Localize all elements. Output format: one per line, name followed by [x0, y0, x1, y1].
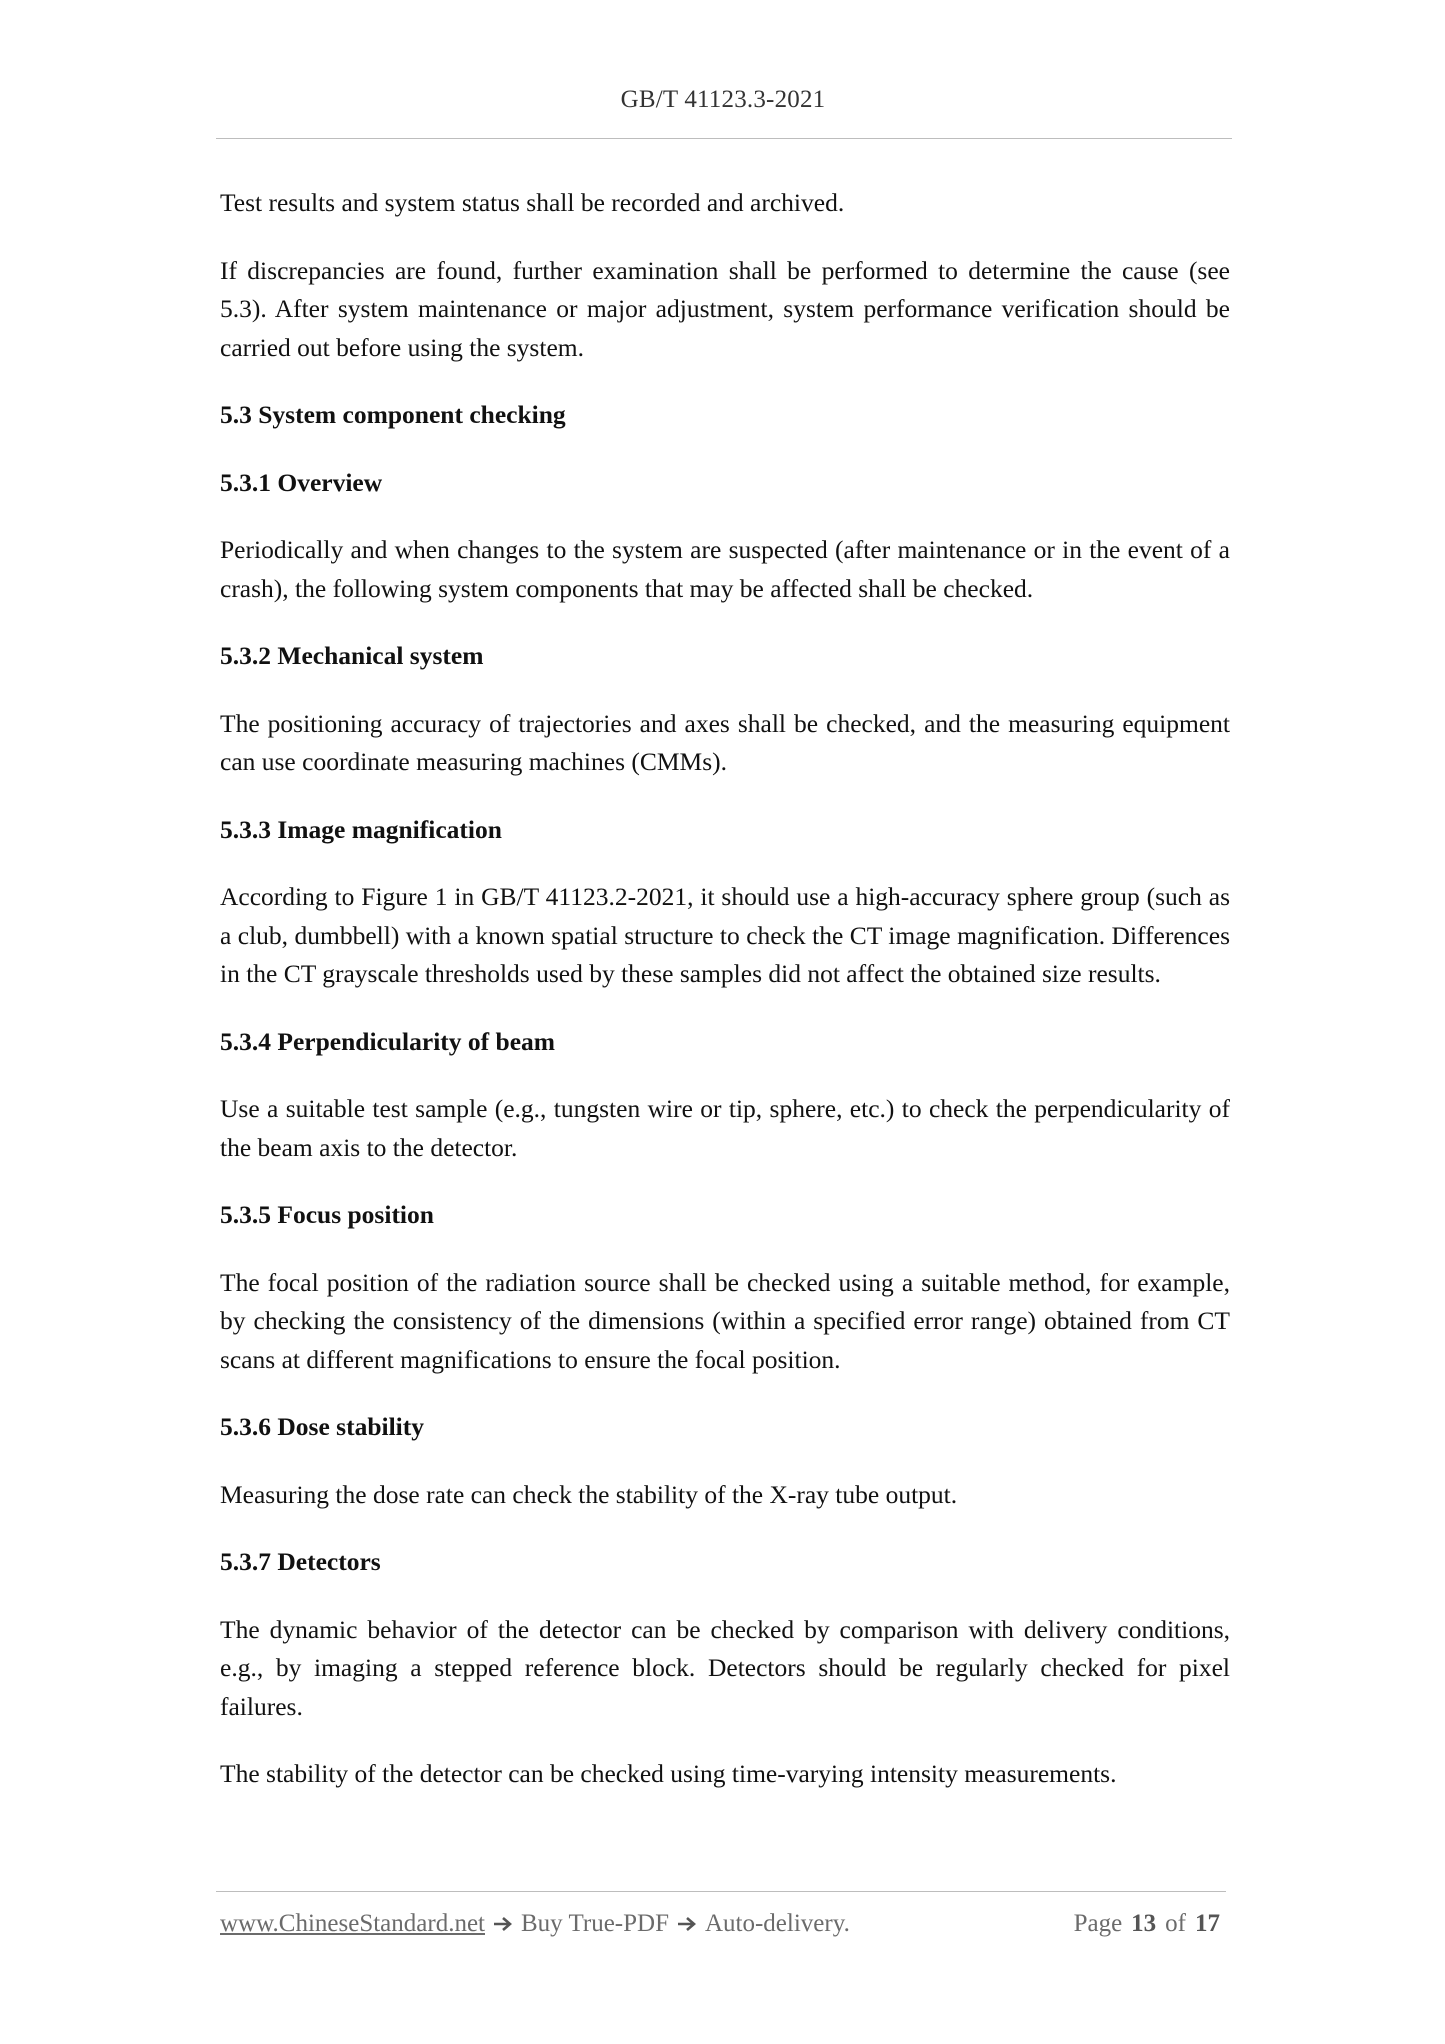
section-heading-5-3-7: 5.3.7 Detectors — [220, 1547, 381, 1576]
page-footer — [220, 1910, 1226, 1938]
page-indicator — [1074, 1910, 1226, 1938]
buy-true-pdf-text: Buy True-PDF — [521, 1910, 669, 1937]
website-link[interactable]: www.ChineseStandard.net — [220, 1910, 485, 1937]
paragraph: Test results and system status shall be recorded and archived. — [220, 188, 845, 217]
paragraph: Use a suitable test sample (e.g., tungsten wire or tip, sphere, etc.) to check the perpendicularity of the beam axis to the detector. — [220, 1094, 1230, 1162]
page-header-title: GB/T 41123.3-2021 — [620, 86, 826, 113]
section-heading-5-3-6: 5.3.6 Dose stability — [220, 1412, 424, 1441]
current-page-number: 13 — [1131, 1910, 1157, 1937]
section-heading-5-3-2: 5.3.2 Mechanical system — [220, 641, 484, 670]
header-divider — [216, 138, 1232, 139]
paragraph: If discrepancies are found, further examination shall be performed to determine the cause (see 5.3). After system maintenance or major adjustment, system performance verification should be carried out before using the system. — [220, 255, 1230, 362]
right-arrow-icon — [677, 1911, 697, 1927]
section-heading-5-3-5: 5.3.5 Focus position — [220, 1200, 434, 1229]
paragraph: The stability of the detector can be checked using time-varying intensity measurements. — [220, 1759, 1117, 1788]
total-pages-number: 17 — [1195, 1910, 1220, 1937]
of-label: of — [1165, 1910, 1186, 1937]
paragraph: The dynamic behavior of the detector can be checked by comparison with delivery conditions, e.g., by imaging a stepped reference block. Detectors should be regularly checked for pixel failures. — [220, 1614, 1230, 1721]
page-label: Page — [1073, 1910, 1123, 1937]
section-heading-5-3-1: 5.3.1 Overview — [220, 467, 383, 497]
paragraph: Measuring the dose rate can check the stability of the X-ray tube output. — [220, 1479, 958, 1509]
paragraph: Periodically and when changes to the system are suspected (after maintenance or in the event of a crash), the following system components that may be affected shall be checked. — [220, 535, 1230, 603]
auto-delivery-text: Auto-delivery. — [704, 1910, 850, 1937]
paragraph: According to Figure 1 in GB/T 41123.2-2021, it should use a high-accuracy sphere group (such as a club, dumbbell) with a known spatial structure to check the CT image magnification. Differences in the CT grayscale thresholds used by these samples did not affect the obtained size results. — [220, 882, 1230, 988]
footer-divider — [216, 1891, 1226, 1892]
section-heading-5-3-3: 5.3.3 Image magnification — [220, 814, 502, 844]
paragraph: The focal position of the radiation source shall be checked using a suitable method, for example, by checking the consistency of the dimensions (within a specified error range) obtained from CT scans at different magnifications to ensure the focal position. — [220, 1267, 1230, 1374]
document-body — [220, 184, 1230, 1823]
right-arrow-icon — [493, 1911, 513, 1927]
footer-promo — [220, 1910, 850, 1938]
section-heading-5-3-4: 5.3.4 Perpendicularity of beam — [220, 1026, 555, 1056]
paragraph: The positioning accuracy of trajectories and axes shall be checked, and the measuring equipment can use coordinate measuring machines (CMMs). — [220, 708, 1230, 776]
section-heading-5-3: 5.3 System component checking — [220, 400, 566, 429]
